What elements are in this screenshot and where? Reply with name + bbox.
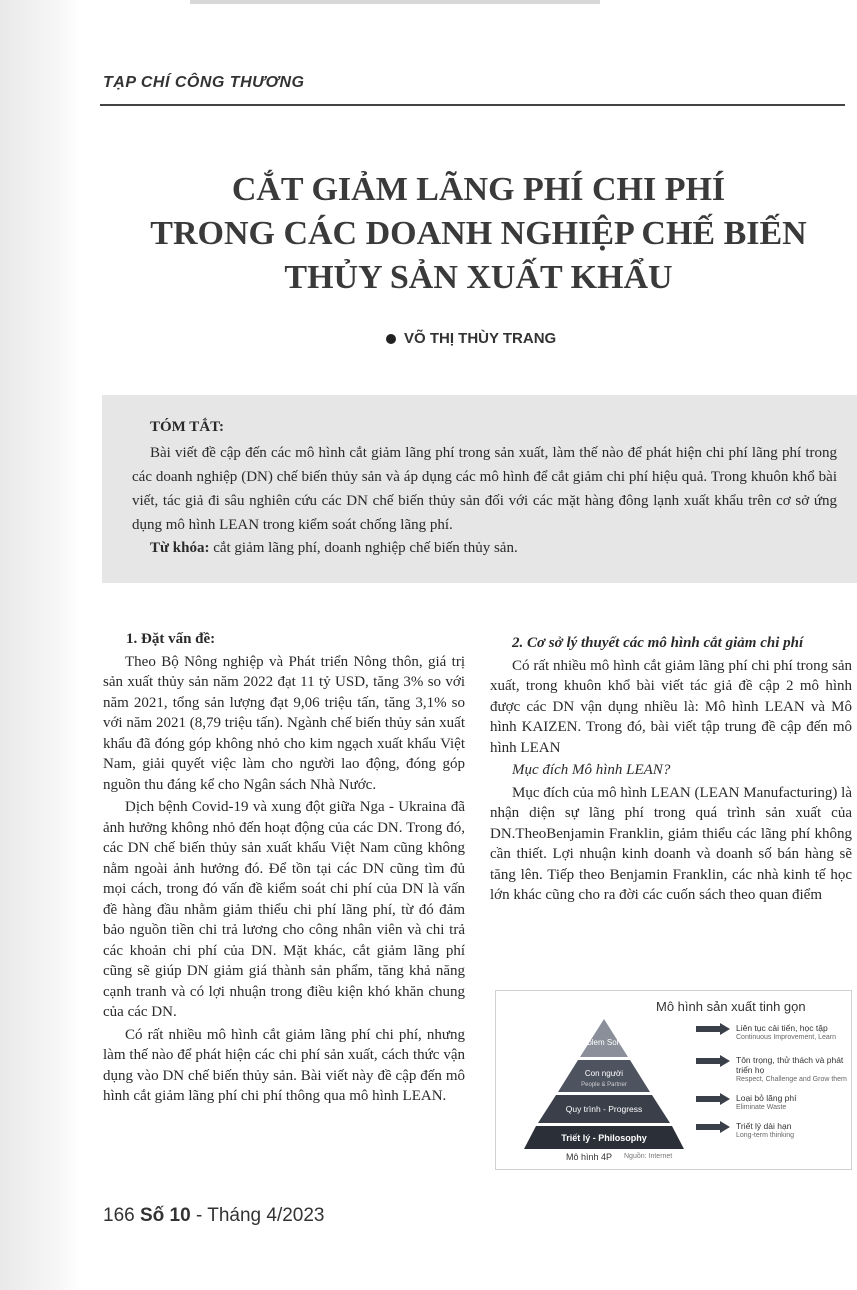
arrow-item	[696, 1121, 856, 1141]
arrow-label-en: Continuous Improvement, Learn	[736, 1034, 836, 1041]
arrow-label-vi: Loại bỏ lãng phí	[736, 1093, 797, 1103]
paragraph: Theo Bộ Nông nghiệp và Phát triển Nông thôn, giá trị sản xuất thủy sản năm 2022 đạt 11 tỷ USD, tăng 3% so với năm 2021, tổng sản lượng đạt 9,06 triệu tấn, tăng 3,1% so với năm 2021 (8,79 triệu tấn). Ngành chế biến thủy sản xuất khẩu đã đóng góp không nhỏ cho kim ngạch xuất khẩu Việt Nam, giải quyết việc làm cho người lao động, đóng góp nguồn thu đáng kể cho Ngân sách Nhà Nước.	[103, 653, 465, 793]
left-column	[103, 629, 465, 1107]
abstract-body	[132, 441, 837, 537]
paragraph: Dịch bệnh Covid-19 và xung đột giữa Nga - Ukraina đã ảnh hưởng không nhỏ đến hoạt động của các DN. Trong đó, các DN chế biến thủy sản xuất khẩu Việt Nam cũng không nằm ngoài ảnh hưởng đó. Để tồn tại các DN cũng tìm đủ mọi cách, trong đó vấn đề kiểm soát chi phí của DN là vấn đề hàng đầu nhằm giảm thiểu chi phí lãng phí, từ đó đảm bảo nguồn tiền chi trả lương cho công nhân viên và chi trả các khoản chi phí của DN. Mặt khác, cắt giảm lãng phí cũng sẽ giúp DN giảm giá thành sản phẩm, tăng khả năng cạnh tranh và có lợi nhuận trong điều kiện khó khăn chung của các DN.	[103, 799, 465, 1020]
abstract-heading: TÓM TẮT:	[150, 419, 225, 435]
arrow-right-icon	[696, 1121, 730, 1133]
arrow-label-en: Long-term thinking	[736, 1132, 794, 1139]
pyramid-label-philosophy: Triết lý - Philosophy	[561, 1133, 647, 1143]
issue-date: - Tháng 4/2023	[195, 1205, 325, 1226]
title-line: CẮT GIẢM LÃNG PHÍ CHI PHÍ	[231, 171, 726, 208]
keywords-text: cắt giảm lãng phí, doanh nghiệp chế biến thủy sản.	[213, 540, 518, 556]
section-heading: 1. Đặt vấn đề:	[126, 631, 216, 647]
section-heading: 2. Cơ sở lý thuyết các mô hình cắt giảm chi phí	[512, 635, 804, 651]
arrow-label-en: Eliminate Waste	[736, 1104, 787, 1111]
lean-figure	[495, 990, 852, 1170]
title-line: TRONG CÁC DOANH NGHIỆP CHẾ BIẾN	[150, 215, 807, 252]
issue-number: Số 10	[139, 1205, 191, 1226]
title-line: THỦY SẢN XUẤT KHẨU	[284, 259, 673, 296]
figure-title: Mô hình sản xuất tinh gọn	[656, 999, 806, 1014]
pyramid-sublabel-people: People & Partner	[581, 1082, 627, 1088]
page-footer	[103, 1205, 325, 1227]
pyramid-label-process: Quy trình - Progress	[565, 1104, 643, 1114]
arrow-label-vi: Liên tục cải tiến, học tập	[736, 1023, 828, 1033]
arrow-label-en: Respect, Challenge and Grow them	[736, 1076, 847, 1083]
arrow-right-icon	[696, 1023, 730, 1035]
pyramid-label-problem-solving: Problem Solving	[574, 1038, 634, 1047]
arrow-label-vi: Triết lý dài hạn	[736, 1121, 792, 1131]
paragraph: Có rất nhiều mô hình cắt giảm lãng phí chi phí, nhưng làm thế nào để phát hiện các chi phí sản xuất, cách thức vận dụng vào DN chế biến thủy sản. Bài viết này đề cập đến mô hình cắt giảm lãng phí chi phí thông qua mô hình LEAN.	[103, 1026, 465, 1104]
arrow-right-icon	[696, 1093, 730, 1105]
keywords-label: Từ khóa:	[150, 540, 210, 556]
pyramid-label-people: Con người	[584, 1069, 624, 1078]
page-number: 166	[103, 1205, 135, 1226]
page-spine-shadow	[0, 0, 80, 1290]
top-rule	[190, 0, 600, 4]
abstract-text: Bài viết đề cập đến các mô hình cắt giảm lãng phí trong sản xuất, làm thế nào để phát hiện chi phí lãng phí trong các doanh nghiệp (DN) chế biến thủy sản và áp dụng các mô hình để cắt giảm chi phí hiệu quả. Trong khuôn khổ bài viết, tác giả đi sâu nghiên cứu các DN chế biến thủy sản đối với các mặt hàng đông lạnh xuất khẩu trên cơ sở ứng dụng mô hình LEAN trong kiểm soát chống lãng phí.	[132, 445, 837, 533]
subheading: Mục đích Mô hình LEAN?	[512, 762, 671, 778]
paragraph: Mục đích của mô hình LEAN (LEAN Manufacturing) là nhận diện sự lãng phí trong quá trình sản xuất của DN.TheoBenjamin Franklin, giảm thiểu các lãng phí không cần thiết. Lợi nhuận kinh doanh và doanh số bán hàng sẽ tăng lên. Tiếp theo Benjamin Franklin, các nhà kinh tế học lớn khác cũng cho ra đời các cuốn sách theo quan điểm	[490, 784, 852, 903]
author-line	[386, 330, 556, 347]
figure-caption: Mô hình 4P	[566, 1152, 613, 1162]
author-name: VÕ THỊ THÙY TRANG	[404, 330, 557, 347]
keywords	[150, 536, 518, 560]
journal-name: TẠP CHÍ CÔNG THƯƠNG	[103, 74, 305, 91]
arrow-item	[696, 1093, 856, 1113]
arrow-label-vi: Tôn trọng, thử thách và phát triển họ	[736, 1055, 844, 1075]
article-title	[100, 168, 857, 300]
arrow-right-icon	[696, 1055, 730, 1067]
figure-credit: Nguồn: Internet	[624, 1153, 673, 1160]
right-column	[490, 633, 852, 906]
arrow-item	[696, 1023, 856, 1043]
bullet-icon	[386, 334, 396, 344]
journal-rule	[100, 104, 845, 106]
abstract-box	[102, 395, 857, 583]
arrow-item	[696, 1055, 856, 1085]
pyramid-diagram	[524, 1011, 684, 1151]
paragraph: Có rất nhiều mô hình cắt giảm lãng phí chi phí trong sản xuất, trong khuôn khổ bài viết tác giả đề cập 2 mô hình được các DN vận dụng nhiều là: Mô hình LEAN và Mô hình KAIZEN. Trong đó, bài viết tập trung đề cập đến mô hình LEAN	[490, 657, 852, 756]
